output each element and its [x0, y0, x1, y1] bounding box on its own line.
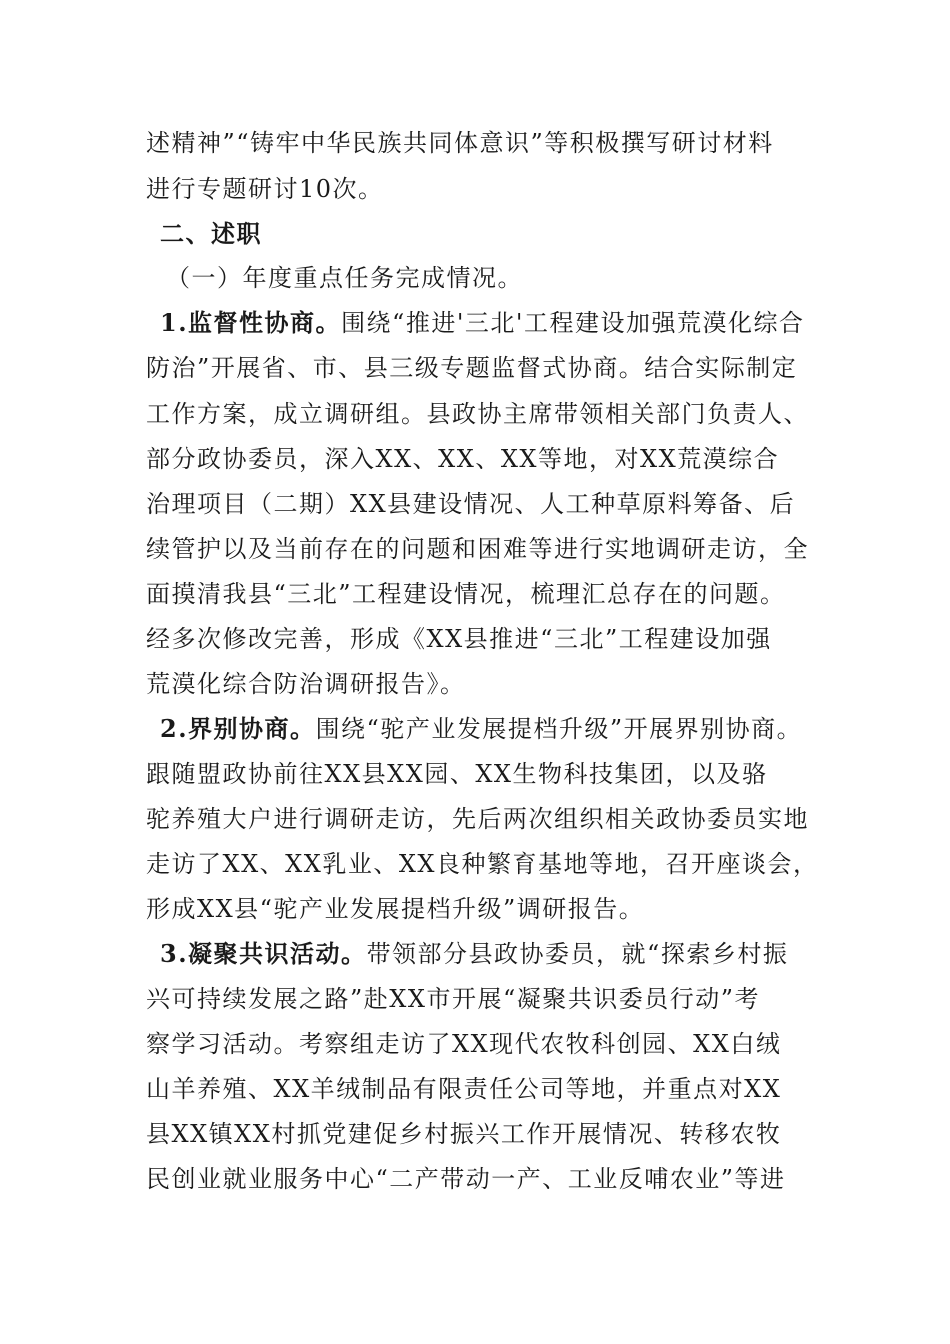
- paragraph-line: 治理项目（二期）XX县建设情况、人工种草原料筹备、后: [146, 490, 796, 518]
- item-1-text: 围绕“推进'三北'工程建设加强荒漠化综合: [341, 309, 805, 337]
- item-1-first-line: [160, 300, 840, 346]
- paragraph-line: 续管护以及当前存在的问题和困难等进行实地调研走访，全: [146, 535, 809, 563]
- paragraph-line: 走访了XX、XX乳业、XX良种繁育基地等地，召开座谈会，: [146, 850, 819, 878]
- paragraph-line: 进行专题研讨10次。: [146, 175, 384, 203]
- section-heading: 二、述职: [160, 219, 262, 248]
- paragraph-line: 跟随盟政协前往XX县XX园、XX生物科技集团，以及骆: [146, 760, 768, 788]
- item-3-text: 带领部分县政协委员，就“探索乡村振: [366, 940, 789, 968]
- paragraph-line: 民创业就业服务中心“二产带动一产、工业反哺农业”等进: [146, 1165, 786, 1193]
- item-3-first-line: [160, 931, 840, 977]
- paragraph-line: 山羊养殖、XX羊绒制品有限责任公司等地，并重点对XX: [146, 1075, 782, 1103]
- item-1-title: 1.监督性协商。: [160, 308, 342, 337]
- paragraph-line: 工作方案，成立调研组。县政协主席带领相关部门负责人、: [146, 400, 809, 428]
- paragraph-line: 县XX镇XX村抓党建促乡村振兴工作开展情况、转移农牧: [146, 1120, 782, 1148]
- paragraph-line: 述精神”“铸牢中华民族共同体意识”等积极撰写研讨材料: [146, 129, 774, 157]
- item-2-first-line: [160, 706, 840, 752]
- paragraph-line: 兴可持续发展之路”赴XX市开展“凝聚共识委员行动”考: [146, 985, 760, 1013]
- subsection-heading: （一）年度重点任务完成情况。: [166, 264, 523, 292]
- paragraph-line: 部分政协委员，深入XX、XX、XX等地，对XX荒漠综合: [146, 445, 780, 473]
- paragraph-line: 驼养殖大户进行调研走访，先后两次组织相关政协委员实地: [146, 805, 809, 833]
- item-2-text: 围绕“驼产业发展提档升级”开展界别协商。: [315, 715, 803, 743]
- paragraph-line: 荒漠化综合防治调研报告》。: [146, 670, 466, 698]
- paragraph-line: 经多次修改完善，形成《XX县推进“三北”工程建设加强: [146, 625, 772, 653]
- paragraph-line: 防治”开展省、市、县三级专题监督式协商。结合实际制定: [146, 354, 798, 382]
- paragraph-line: 面摸清我县“三北”工程建设情况，梳理汇总存在的问题。: [146, 580, 786, 608]
- item-3-title: 3.凝聚共识活动。: [160, 939, 367, 968]
- paragraph-line: 形成XX县“驼产业发展提档升级”调研报告。: [146, 895, 645, 923]
- item-2-title: 2.界别协商。: [160, 714, 316, 743]
- paragraph-line: 察学习活动。考察组走访了XX现代农牧科创园、XX白绒: [146, 1030, 782, 1058]
